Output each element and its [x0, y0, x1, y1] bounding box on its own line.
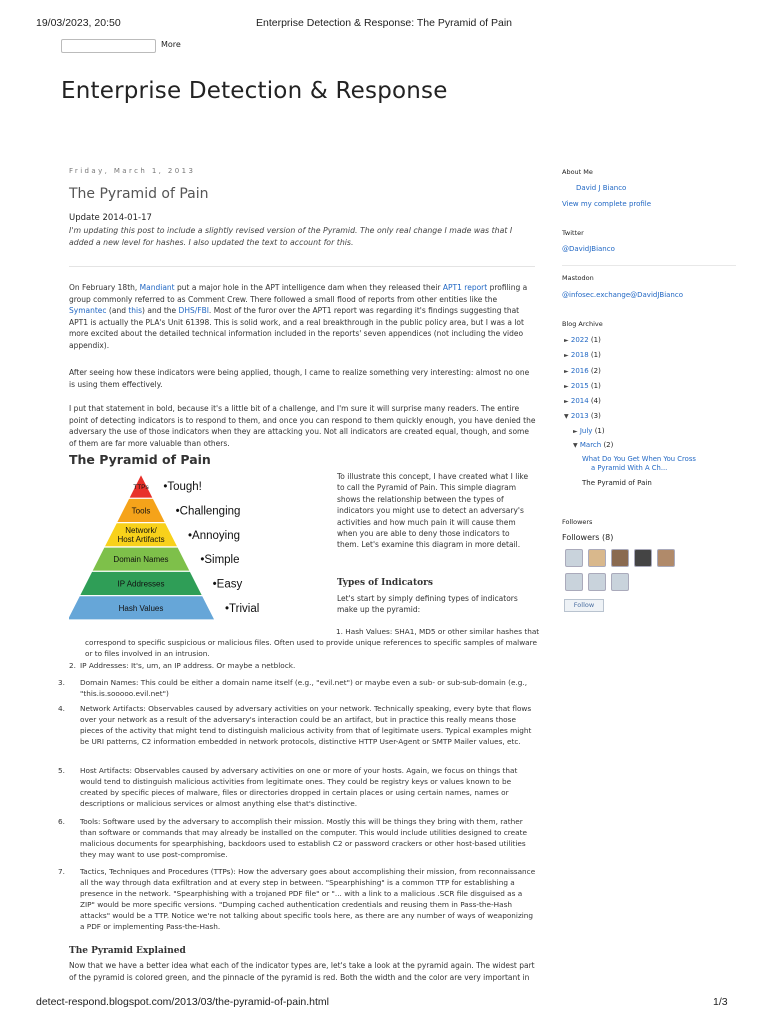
paragraph-bold-statement: I put that statement in bold, because it's a little bit of a challenge, and I'm sure it will surprise many readers. The entire point of detecting indicators is to respond to them, and once you can respond to them quickly enough, you have denied the adversary the use of those indicators when they are attacking you. Not all indicators are created equal, though, and some of them are far more valuable than others. — [69, 404, 536, 448]
blogger-search-input[interactable] — [61, 39, 156, 53]
archive-month-july[interactable]: ► July (1) — [573, 427, 605, 435]
print-doc-title: Enterprise Detection & Response: The Pyramid of Pain — [255, 17, 513, 29]
apt1-report-link[interactable]: APT1 report — [442, 283, 488, 292]
follower-avatar[interactable] — [588, 549, 606, 567]
expand-arrow-icon: ► — [564, 352, 569, 359]
list-item-host: 5. Host Artifacts: Observables caused by adversary activities on one or more of your hosts. Again, we focus on things that would tend to distinguish malicious activities from legitimate ones. They could be registry keys or values known to be created by specific pieces of malware, files or directories dropped in certain places or using certain names, names or descriptions or malicious services or almost anything else that's distinctive. — [58, 766, 518, 809]
list-item-tools: 6. Tools: Software used by the adversary to accomplish their mission. Mostly this will be things they bring with them, rather than software or commands that may already be installed on the computer. This would include utilities designed to create malicious documents for spearphishing, backdoors used to establish C2 or password crackers or other host-based utilities they may want to use post-compromise. — [58, 817, 527, 860]
twitter-heading: Twitter — [562, 229, 584, 237]
mastodon-heading: Mastodon — [562, 274, 594, 282]
followers-heading: Followers — [562, 518, 593, 526]
list-item-hash: 1. Hash Values: SHA1, MD5 or other similar hashes that correspond to specific suspicious or malicious files. Often used to provide unique references to specific samples of malware or to files involved in an intrusion. — [85, 627, 540, 659]
blog-title[interactable]: Enterprise Detection & Response — [61, 78, 448, 104]
explained-text: Now that we have a better idea what each of the indicator types are, let's take a look at the pyramid again. The widest part of the pyramid is colored green, and the pinnacle of the pyramid is red. Both the width and the color are very important in — [69, 961, 535, 982]
footer-page: 1/3 — [713, 996, 728, 1008]
expand-arrow-icon: ► — [564, 368, 569, 375]
archive-year-2016[interactable]: ► 2016 (2) — [564, 367, 601, 375]
post-title[interactable]: The Pyramid of Pain — [69, 186, 209, 202]
follower-avatar[interactable] — [634, 549, 652, 567]
author-link[interactable]: David J Bianco — [576, 184, 627, 192]
follower-avatar[interactable] — [611, 549, 629, 567]
list-item-domain: 3. Domain Names: This could be either a domain name itself (e.g., "evil.net") or maybe even a sub- or sub-sub-domain (e.g., "this.is.sooooo.evil.net") — [58, 678, 528, 699]
follower-avatar[interactable] — [565, 549, 583, 567]
post-date: Friday, March 1, 2013 — [69, 167, 196, 175]
types-intro: Let's start by simply defining types of indicators make up the pyramid: — [337, 594, 518, 615]
mandiant-link[interactable]: Mandiant — [139, 283, 175, 292]
list-item-network: 4. Network Artifacts: Observables caused by adversary activities on your network. Technically speaking, every byte that flows over your network as a result of the adversary's interaction could be an artifact, but in practice this really means those pieces of the activity that might tend to distinguish malicious activity from that of legitimate users. Typical examples might be URI patterns, C2 information embedded in network protocols, distinctive HTTP User-Agent or SMTP Mailer values, etc. — [58, 704, 532, 747]
pyramid-level-label: TTPs — [133, 484, 149, 492]
this-link[interactable]: this — [128, 306, 143, 316]
archive-year-2022[interactable]: ► 2022 (1) — [564, 336, 601, 344]
explained-heading: The Pyramid Explained — [69, 946, 186, 956]
pyramid-difficulty-label: •Annoying — [188, 529, 240, 542]
dhs-fbi-link[interactable]: DHS/FBI — [178, 306, 209, 316]
list-item-ip: 2. IP Addresses: It's, um, an IP address. Or maybe a netblock. — [69, 661, 296, 670]
pyramid-level-label: Tools — [131, 506, 151, 516]
expand-arrow-icon: ► — [564, 398, 569, 405]
archive-post-current[interactable]: The Pyramid of Pain — [582, 479, 652, 487]
archive-year-2015[interactable]: ► 2015 (1) — [564, 382, 601, 390]
expand-arrow-icon: ► — [573, 428, 578, 435]
pyramid-difficulty-label: •Easy — [212, 578, 243, 591]
follower-avatar[interactable] — [565, 573, 583, 591]
archive-heading: Blog Archive — [562, 320, 603, 328]
twitter-link[interactable]: @DavidJBianco — [562, 245, 615, 253]
pyramid-difficulty-label: •Simple — [200, 554, 240, 567]
pyramid-level-label: IP Addresses — [117, 579, 165, 589]
pyramid-heading: The Pyramid of Pain — [69, 452, 211, 467]
footer-url: detect-respond.blogspot.com/2013/03/the-pyramid-of-pain.html — [36, 996, 329, 1008]
print-datetime: 19/03/2023, 20:50 — [36, 17, 121, 29]
divider — [69, 266, 535, 267]
pyramid-level-label: Hash Values — [118, 603, 164, 613]
profile-link[interactable]: View my complete profile — [562, 200, 652, 208]
archive-year-2014[interactable]: ► 2014 (4) — [564, 397, 601, 405]
pyramid-level-label: Domain Names — [113, 555, 169, 565]
paragraph-intro: On February 18th, Mandiant put a major hole in the APT intelligence dam when they released their APT1 report profiling a group commonly referred to as Comment Crew. There followed a small flood of reports from other entities like the Symantec (and this) and the DHS/FBI. Most of the furor over the APT1 report was regarding it's findings suggesting that APT1 is actually the PLA's Unit 61398. This is solid work, and a real breakthrough in the public policy area, but I was a lot more excited about the detailed technical information included in the reports' seven appendices (not including the video appendix). — [69, 283, 528, 350]
followers-count: Followers (8) — [562, 533, 614, 542]
expand-arrow-icon: ► — [564, 383, 569, 390]
pyramid-explanation: To illustrate this concept, I have created what I like to call the Pyramid of Pain. This simple diagram shows the relationship between the types of indicators you might use to detect an adversary's activities and how much pain it will cause them when you are able to deny those indicators to them. Let's examine this diagram in more detail. — [337, 472, 529, 550]
sidebar-divider — [562, 265, 736, 266]
follow-button[interactable]: Follow — [564, 599, 604, 612]
list-item-ttps: 7. Tactics, Techniques and Procedures (TTPs): How the adversary goes about accomplishing their mission, from reconnaissance all the way through data exfiltration and at every step in between. "Spearphishing" is a common TTP for establishing a presence in the network. "Spearphishing with a trojaned PDF file" or "... with a link to a malicious .SCR file disguised as a ZIP" would be more specific versions. "Dumping cached authentication credentials and reusing them in Pass-the-Hash attacks" would be a TTP. Notice we're not talking about specific tools here, as there are any number of ways of weaponizing a PDF or implementing Pass-the-Hash. — [58, 867, 536, 932]
pyramid-of-pain-diagram — [69, 470, 327, 622]
paragraph-observation: After seeing how these indicators were being applied, though, I came to realize something very interesting: almost no one is using them effectively. — [69, 368, 530, 389]
about-heading: About Me — [562, 168, 593, 176]
pyramid-difficulty-label: •Tough! — [163, 481, 202, 494]
follower-avatar[interactable] — [657, 549, 675, 567]
pyramid-difficulty-label: •Trivial — [225, 602, 260, 615]
pyramid-difficulty-label: •Challenging — [175, 505, 241, 518]
archive-post-link[interactable]: What Do You Get When You Cross a Pyramid With A Ch... — [582, 455, 696, 472]
mastodon-link[interactable]: @infosec.exchange@DavidJBianco — [562, 291, 683, 299]
types-heading: Types of Indicators — [337, 578, 433, 588]
follower-avatar[interactable] — [588, 573, 606, 591]
archive-year-2018[interactable]: ► 2018 (1) — [564, 351, 601, 359]
archive-year-2013[interactable]: ▼ 2013 (3) — [564, 412, 601, 420]
expand-arrow-icon: ► — [564, 337, 569, 344]
pyramid-level-label: Host Artifacts — [117, 534, 165, 544]
symantec-link[interactable]: Symantec — [69, 306, 107, 316]
update-note: I'm updating this post to include a slightly revised version of the Pyramid. The only real change I made was that I added a new level for hashes. I also updated the text to account for this. — [69, 226, 513, 247]
pyramid-level-label: Network/ — [125, 525, 157, 535]
collapse-arrow-icon: ▼ — [564, 413, 569, 420]
update-header: Update 2014-01-17 — [69, 213, 152, 223]
follower-avatar[interactable] — [611, 573, 629, 591]
collapse-arrow-icon: ▼ — [573, 442, 578, 449]
archive-month-march[interactable]: ▼ March (2) — [573, 441, 614, 449]
navbar-more-link[interactable]: More — [161, 40, 181, 49]
